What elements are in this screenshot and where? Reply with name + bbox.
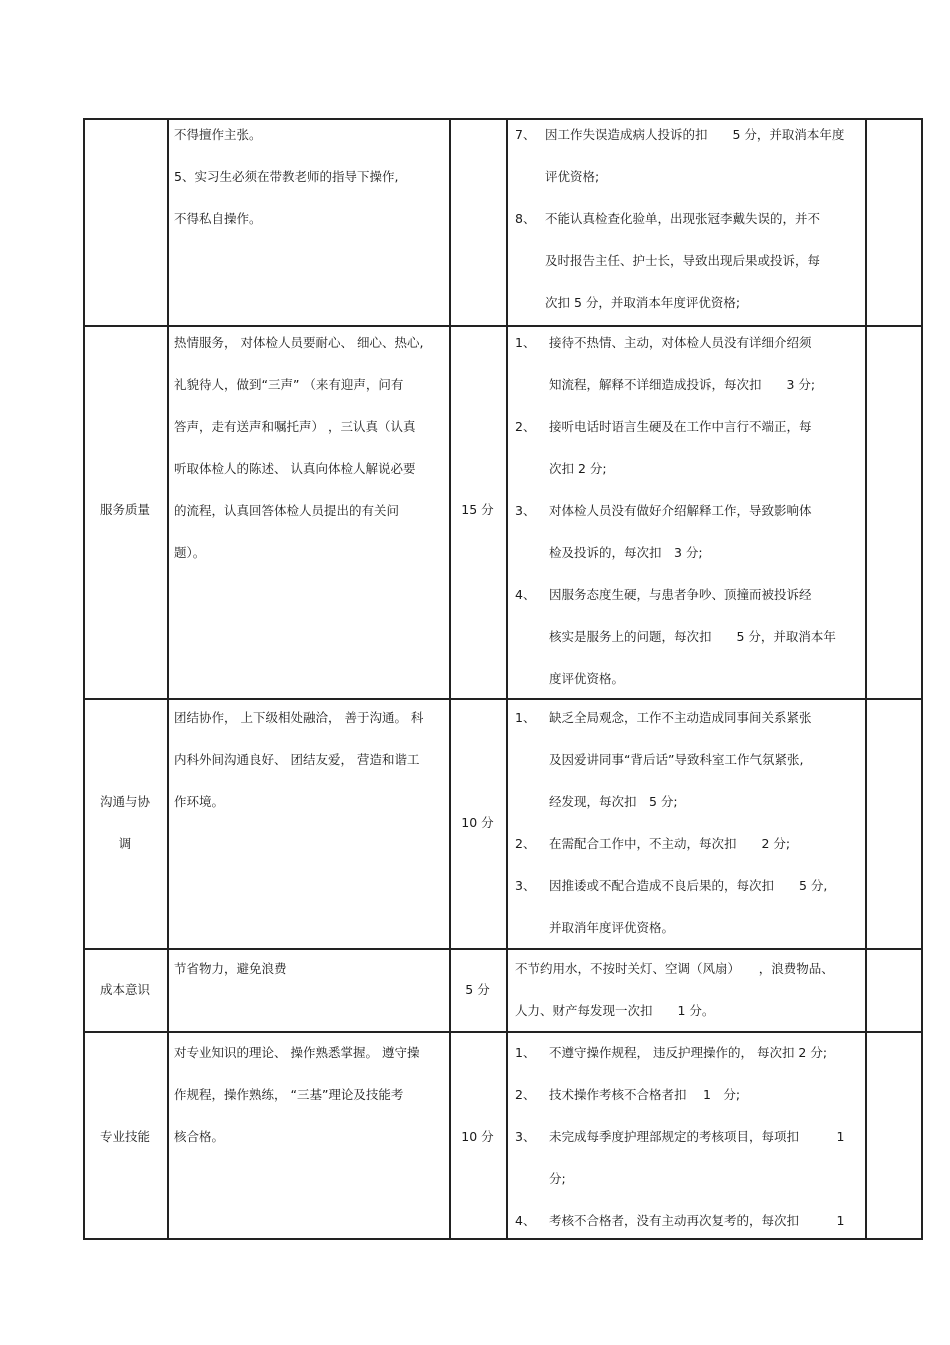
- deduction-text: 考核不合格者，没有主动再次复考的，每次扣 1: [549, 1213, 845, 1228]
- standard-text: 团结协作， 上下级相处融洽， 善于沟通。 科: [174, 710, 424, 725]
- table-border-right: [921, 118, 923, 1240]
- deduction-number: 3、: [515, 1129, 536, 1144]
- deduction-text: 人力、财产每发现一次扣 1 分。: [515, 1003, 715, 1018]
- deduction-text: 评优资格;: [545, 169, 600, 184]
- row-divider: [83, 1031, 923, 1033]
- deduction-text: 接待不热情、主动，对体检人员没有详细介绍须: [549, 335, 812, 350]
- category-label: 服务质量: [99, 502, 150, 517]
- deduction-text: 不节约用水，不按时关灯、空调（风扇） ，浪费物品、: [515, 961, 834, 976]
- table-border-top: [83, 118, 923, 120]
- deduction-text: 并取消年度评优资格。: [549, 920, 675, 935]
- deduction-text: 未完成每季度护理部规定的考核项目，每项扣 1: [549, 1129, 845, 1144]
- deduction-number: 3、: [515, 503, 536, 518]
- deduction-text: 次扣 2 分;: [549, 461, 607, 476]
- standard-text: 节省物力，避免浪费: [174, 961, 287, 976]
- deduction-text: 分;: [549, 1171, 566, 1186]
- deduction-number: 1、: [515, 710, 536, 725]
- deduction-number: 1、: [515, 1045, 536, 1060]
- deduction-text: 及因爱讲同事“背后话”导致科室工作气氛紧张,: [549, 752, 804, 767]
- deduction-text: 技术操作考核不合格者扣 1 分;: [549, 1087, 741, 1102]
- deduction-text: 不遵守操作规程， 违反护理操作的， 每次扣 2 分;: [549, 1045, 828, 1060]
- deduction-number: 7、: [515, 127, 536, 142]
- deduction-text: 在需配合工作中，不主动，每次扣 2 分;: [549, 836, 791, 851]
- score-value: 15 分: [461, 502, 494, 517]
- standard-text: 对专业知识的理论、 操作熟悉掌握。 遵守操: [174, 1045, 420, 1060]
- deduction-text: 缺乏全局观念，工作不主动造成同事间关系紧张: [549, 710, 812, 725]
- category-label: 沟通与协: [99, 794, 150, 809]
- column-divider: [449, 118, 451, 1240]
- row-divider: [83, 698, 923, 700]
- row-divider: [83, 325, 923, 327]
- deduction-number: 3、: [515, 878, 536, 893]
- deduction-number: 2、: [515, 836, 536, 851]
- column-divider: [506, 118, 508, 1240]
- deduction-text: 接听电话时语言生硬及在工作中言行不端正，每: [549, 419, 812, 434]
- standard-text: 不得擅作主张。: [174, 127, 262, 142]
- standard-text: 不得私自操作。: [174, 211, 262, 226]
- deduction-number: 2、: [515, 1087, 536, 1102]
- standard-text: 听取体检人的陈述、 认真向体检人解说必要: [174, 461, 416, 476]
- deduction-text: 对体检人员没有做好介绍解释工作，导致影响体: [549, 503, 812, 518]
- category-label: 专业技能: [99, 1129, 150, 1144]
- standard-text: 5、实习生必须在带教老师的指导下操作,: [174, 169, 399, 184]
- deduction-text: 核实是服务上的问题，每次扣 5 分，并取消本年: [549, 629, 836, 644]
- deduction-text: 知流程，解释不详细造成投诉，每次扣 3 分;: [549, 377, 816, 392]
- standard-text: 作规程，操作熟练， “三基”理论及技能考: [174, 1087, 404, 1102]
- deduction-text: 经发现，每次扣 5 分;: [549, 794, 678, 809]
- standard-text: 核合格。: [174, 1129, 225, 1144]
- deduction-number: 8、: [515, 211, 536, 226]
- deduction-text: 因工作失误造成病人投诉的扣 5 分，并取消本年度: [545, 127, 845, 142]
- deduction-text: 因推诿或不配合造成不良后果的，每次扣 5 分,: [549, 878, 828, 893]
- deduction-text: 度评优资格。: [549, 671, 625, 686]
- standard-text: 礼貌待人，做到“三声” （来有迎声，问有: [174, 377, 404, 392]
- row-divider: [83, 948, 923, 950]
- deduction-number: 2、: [515, 419, 536, 434]
- category-label: 成本意识: [99, 982, 150, 997]
- deduction-number: 4、: [515, 1213, 536, 1228]
- table-border-bottom: [83, 1238, 923, 1240]
- deduction-text: 因服务态度生硬，与患者争吵、顶撞而被投诉经: [549, 587, 812, 602]
- column-divider: [865, 118, 867, 1240]
- standard-text: 内科外间沟通良好、 团结友爱， 营造和谐工: [174, 752, 420, 767]
- standard-text: 作环境。: [174, 794, 225, 809]
- deduction-text: 及时报告主任、护士长，导致出现后果或投诉，每: [545, 253, 821, 268]
- standard-text: 答声，走有送声和嘱托声） ，三认真（认真: [174, 419, 416, 434]
- score-value: 10 分: [461, 815, 494, 830]
- deduction-number: 4、: [515, 587, 536, 602]
- deduction-text: 检及投诉的，每次扣 3 分;: [549, 545, 703, 560]
- deduction-text: 次扣 5 分，并取消本年度评优资格;: [545, 295, 741, 310]
- score-value: 10 分: [461, 1129, 494, 1144]
- standard-text: 题）。: [174, 545, 206, 560]
- table-border-left: [83, 118, 85, 1240]
- standard-text: 热情服务， 对体检人员要耐心、 细心、热心,: [174, 335, 424, 350]
- score-value: 5 分: [465, 982, 490, 997]
- standard-text: 的流程，认真回答体检人员提出的有关问: [174, 503, 400, 518]
- assessment-table: [83, 118, 923, 1240]
- deduction-text: 不能认真检查化验单，出现张冠李戴失误的，并不: [545, 211, 821, 226]
- column-divider: [167, 118, 169, 1240]
- category-label: 调: [118, 836, 132, 851]
- deduction-number: 1、: [515, 335, 536, 350]
